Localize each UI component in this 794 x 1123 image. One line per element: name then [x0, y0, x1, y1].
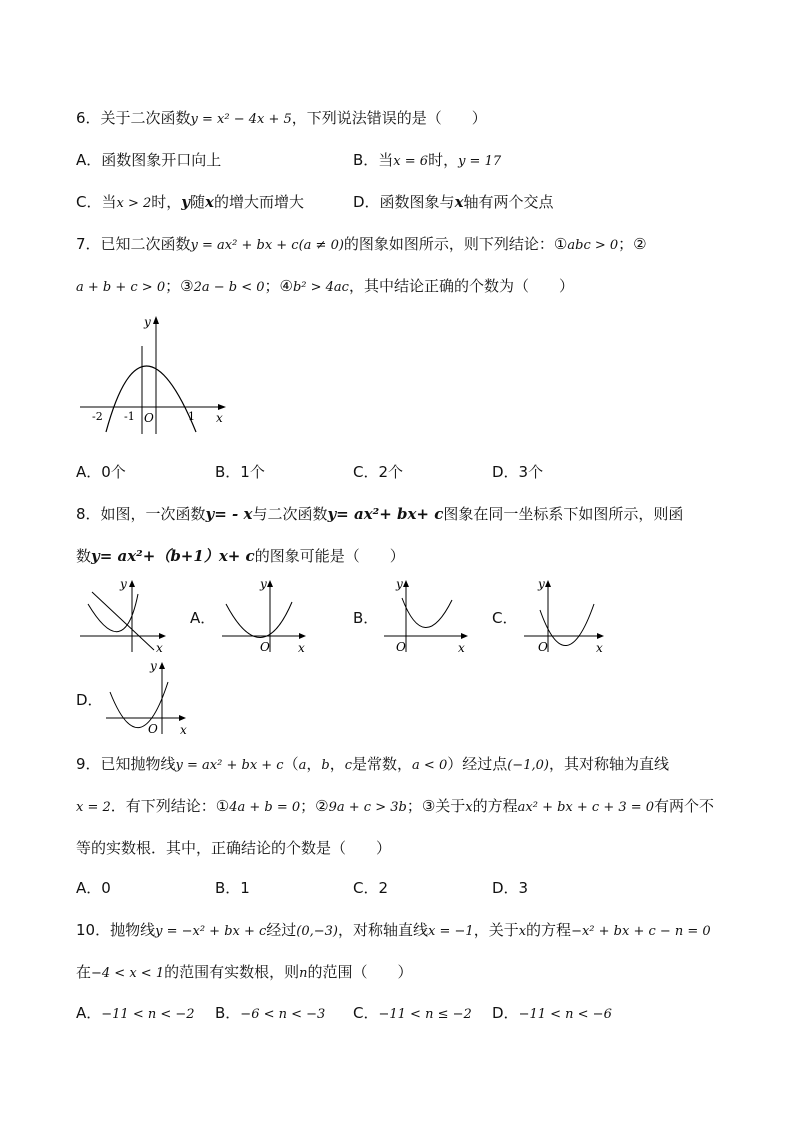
q6-stem — [76, 108, 487, 130]
q10-equation: −x² + bx + c − n = 0 — [571, 924, 711, 939]
q9-comma2: ， — [329, 755, 345, 773]
q10-var-n: n — [299, 966, 308, 981]
q7-option-a[interactable] — [76, 462, 126, 482]
q9-stem-line3 — [76, 838, 391, 858]
q7-x-label: x — [216, 411, 223, 425]
q6-option-c-y: y — [181, 193, 190, 211]
q7-option-d-text: D．3个 — [492, 463, 544, 481]
q9-var-b: b — [321, 758, 330, 773]
q7-option-d[interactable] — [492, 462, 543, 482]
q8-option-d[interactable] — [76, 690, 103, 710]
q9-paren-open: （ — [283, 755, 299, 773]
q10-option-a-text: −11 < n < −2 — [101, 1007, 195, 1022]
q9-option-c-text: C．2 — [353, 879, 389, 897]
q10-option-b-label: B． — [215, 1004, 241, 1022]
q9-option-a[interactable] — [76, 878, 111, 898]
q6-option-d-text: D．函数图象与 — [353, 193, 455, 211]
q10-stem-line2 — [76, 962, 413, 984]
q9-axis-eq: x = 2 — [76, 800, 111, 815]
q8-c-x-label: x — [596, 641, 603, 654]
q8-stem-end2: 的图象可能是（ ） — [254, 547, 405, 565]
q9-conclusions-intro: ．有下列结论：① — [110, 797, 230, 815]
q9-stem-end: 等的实数根．其中，正确结论的个数是（ ） — [76, 839, 392, 857]
q8-a-y-arrow-icon — [267, 580, 273, 587]
q8-ref-line — [92, 592, 154, 650]
q6-option-d[interactable] — [353, 192, 554, 212]
q8-option-d-graph[interactable] — [104, 656, 199, 736]
q8-option-c-text: C． — [492, 609, 518, 627]
q10-root-text: 的范围有实数根，则 — [164, 963, 300, 981]
q8-a-parabola — [226, 602, 292, 638]
q10-option-a[interactable] — [76, 1003, 195, 1025]
q8-b-x-arrow-icon — [461, 633, 468, 639]
q8-stem-text: 8．如图，一次函数 — [76, 505, 206, 523]
q10-about-text: ，关于 — [473, 921, 519, 939]
q7-conclusion-2: a + b + c > 0 — [76, 280, 166, 295]
q8-option-b[interactable] — [353, 608, 378, 628]
q6-option-c-mid: 时， — [151, 193, 182, 211]
q8-target-func: y= ax²+（b+1）x+ c — [91, 547, 255, 565]
q10-in-text: 在 — [76, 963, 92, 981]
q9-var-c: c — [344, 758, 353, 773]
q7-x-arrow-icon — [218, 404, 226, 410]
q9-stem-line1 — [76, 754, 669, 776]
q9-option-c[interactable] — [353, 878, 388, 898]
q8-b-parabola — [402, 598, 452, 628]
q8-stem-end1: 图象在同一坐标系下如图所示，则函 — [443, 505, 684, 523]
q9-stem-line2 — [76, 796, 714, 818]
q8-c-y-label: y — [538, 577, 545, 591]
q6-option-c-mid2: 随 — [189, 193, 205, 211]
q6-option-c-cond: x > 2 — [116, 196, 152, 211]
q8-stem-line1 — [76, 504, 683, 524]
q8-ref-parabola — [88, 594, 138, 632]
q9-function: y = ax² + bx + c — [175, 758, 284, 773]
q9-option-d-text: D．3 — [492, 879, 529, 897]
q8-a-x-label: x — [298, 641, 305, 654]
q9-sep1: ；② — [300, 797, 329, 815]
q6-option-d-end: 轴有两个交点 — [463, 193, 554, 211]
q7-option-c[interactable] — [353, 462, 403, 482]
q8-b-x-label: x — [458, 641, 465, 654]
q7-stem-end: ，其中结论正确的个数为（ ） — [348, 277, 574, 295]
q8-ref-x-label: x — [156, 641, 163, 654]
q9-var-x: x — [465, 800, 473, 815]
q6-option-b-text: B．当 — [353, 151, 394, 169]
q7-function: y = ax² + bx + c(a ≠ 0) — [190, 238, 344, 253]
q7-origin-label: O — [144, 411, 154, 425]
q10-option-b[interactable] — [215, 1003, 325, 1025]
q10-option-c[interactable] — [353, 1003, 472, 1025]
q10-var-x: x — [518, 924, 527, 939]
q6-option-c[interactable] — [76, 192, 304, 214]
q8-ref-y-label: y — [120, 577, 127, 591]
q6-stem-text: 6．关于二次函数 — [76, 109, 191, 127]
q7-conclusion-4: b² > 4ac — [292, 280, 349, 295]
q6-option-d-x: x — [454, 193, 464, 211]
q9-const-text: 是常数， — [352, 755, 413, 773]
q7-conclusion-3: 2a − b < 0 — [193, 280, 265, 295]
q8-a-x-arrow-icon — [299, 633, 306, 639]
q6-option-c-x: x — [205, 193, 214, 211]
q7-tick-neg1: -1 — [124, 410, 135, 423]
q6-option-b-x: x = 6 — [393, 154, 429, 169]
q10-eq-text: 的方程 — [526, 921, 572, 939]
q8-b-y-label: y — [396, 577, 403, 591]
q8-b-origin-label: O — [396, 640, 406, 654]
q8-a-y-label: y — [260, 577, 267, 591]
q8-option-b-graph[interactable] — [382, 574, 482, 654]
q8-c-y-arrow-icon — [545, 580, 551, 587]
q8-d-origin-label: O — [148, 722, 158, 736]
q8-option-a-graph[interactable] — [220, 574, 320, 654]
q9-sep2: ；③关于 — [406, 797, 466, 815]
q9-stem-text: 9．已知抛物线 — [76, 755, 176, 773]
q7-tick-neg2: -2 — [92, 410, 103, 423]
q10-stem-end: 的范围（ ） — [307, 963, 413, 981]
q10-option-b-text: −6 < n < −3 — [240, 1007, 326, 1022]
q8-d-x-label: x — [180, 723, 187, 736]
q7-sep1: ；② — [618, 235, 647, 253]
q8-c-origin-label: O — [538, 640, 548, 654]
q10-range: −4 < x < 1 — [91, 966, 165, 981]
q10-point: (0,−3) — [296, 924, 339, 939]
q7-stem-line1 — [76, 234, 647, 256]
q8-quadratic-func: y= ax²+ bx+ c — [327, 505, 444, 523]
q10-option-d-text: −11 < n < −6 — [518, 1007, 612, 1022]
q8-option-c[interactable] — [492, 608, 517, 628]
q7-stem-mid: 的图象如图所示，则下列结论：① — [343, 235, 568, 253]
q7-graph — [76, 312, 236, 437]
q7-tick-1: 1 — [188, 410, 195, 423]
q7-stem-line2 — [76, 276, 574, 298]
q7-option-b-text: B．1个 — [215, 463, 265, 481]
q10-option-a-label: A． — [76, 1004, 102, 1022]
q7-y-arrow-icon — [153, 316, 159, 324]
q7-sep2: ；③ — [165, 277, 194, 295]
q8-d-parabola — [110, 682, 168, 728]
q6-option-a[interactable] — [76, 150, 221, 170]
q9-condition: a < 0 — [412, 758, 448, 773]
q6-option-b-y: y = 17 — [458, 154, 502, 169]
q8-a-origin-label: O — [260, 640, 270, 654]
q10-option-c-label: C． — [353, 1004, 379, 1022]
q8-option-b-text: B． — [353, 609, 379, 627]
q9-axis-text: ，其对称轴为直线 — [548, 755, 669, 773]
q6-option-b-mid: 时， — [428, 151, 459, 169]
q10-stem-line1 — [76, 920, 711, 942]
q7-option-c-text: C．2个 — [353, 463, 404, 481]
q10-function: y = −x² + bx + c — [155, 924, 267, 939]
q8-d-x-arrow-icon — [179, 715, 186, 721]
q8-option-a-text: A． — [190, 609, 216, 627]
q8-c-x-arrow-icon — [597, 633, 604, 639]
q10-axis-text: ，对称轴直线 — [338, 921, 429, 939]
q8-d-y-arrow-icon — [159, 662, 165, 669]
q7-sep3: ；④ — [264, 277, 293, 295]
q8-d-y-label: y — [150, 659, 157, 673]
q9-option-b-text: B．1 — [215, 879, 250, 897]
q6-stem-end: ，下列说法错误的是（ ） — [291, 109, 487, 127]
q9-line2-end: 有两个不 — [654, 797, 715, 815]
q6-option-a-text: A．函数图象开口向上 — [76, 151, 222, 169]
q10-axis-eq: x = −1 — [428, 924, 474, 939]
q9-conclusion-1: 4a + b = 0 — [229, 800, 301, 815]
q10-option-d-label: D． — [492, 1004, 519, 1022]
q8-linear-func: y= - x — [205, 505, 253, 523]
q6-option-c-text: C．当 — [76, 193, 117, 211]
q9-comma1: ， — [306, 755, 322, 773]
q8-ref-x-arrow-icon — [159, 633, 166, 639]
q9-eq-text: 的方程 — [472, 797, 518, 815]
q9-option-d[interactable] — [492, 878, 528, 898]
q6-function: y = x² − 4x + 5 — [190, 112, 292, 127]
q7-conclusion-1: abc > 0 — [567, 238, 619, 253]
q7-stem-text: 7．已知二次函数 — [76, 235, 191, 253]
q9-pass-text: ）经过点 — [447, 755, 508, 773]
q6-option-c-end: 的增大而增大 — [213, 193, 304, 211]
q7-option-a-text: A．0个 — [76, 463, 126, 481]
q10-stem-text: 10．抛物线 — [76, 921, 156, 939]
q9-option-b[interactable] — [215, 878, 250, 898]
q7-option-b[interactable] — [215, 462, 265, 482]
q9-conclusion-2: 9a + c > 3b — [328, 800, 407, 815]
q8-option-d-text: D． — [76, 691, 103, 709]
q9-point: (−1,0) — [507, 758, 549, 773]
q6-option-b[interactable] — [353, 150, 501, 172]
q8-ref-y-arrow-icon — [129, 580, 135, 587]
q10-option-d[interactable] — [492, 1003, 612, 1025]
q9-option-a-text: A．0 — [76, 879, 111, 897]
q8-stem-line2 — [76, 546, 405, 566]
q10-option-c-text: −11 < n ≤ −2 — [378, 1007, 472, 1022]
q9-equation: ax² + bx + c + 3 = 0 — [517, 800, 655, 815]
q8-option-a[interactable] — [190, 608, 215, 628]
q8-stem-mid: 与二次函数 — [252, 505, 328, 523]
q8-stem-text2: 数 — [76, 547, 92, 565]
q8-reference-graph — [78, 574, 173, 654]
q8-option-c-graph[interactable] — [522, 574, 617, 654]
q10-pass-text: 经过 — [266, 921, 297, 939]
q9-var-a: a — [298, 758, 307, 773]
q8-b-y-arrow-icon — [403, 580, 409, 587]
q7-y-label: y — [144, 315, 151, 329]
